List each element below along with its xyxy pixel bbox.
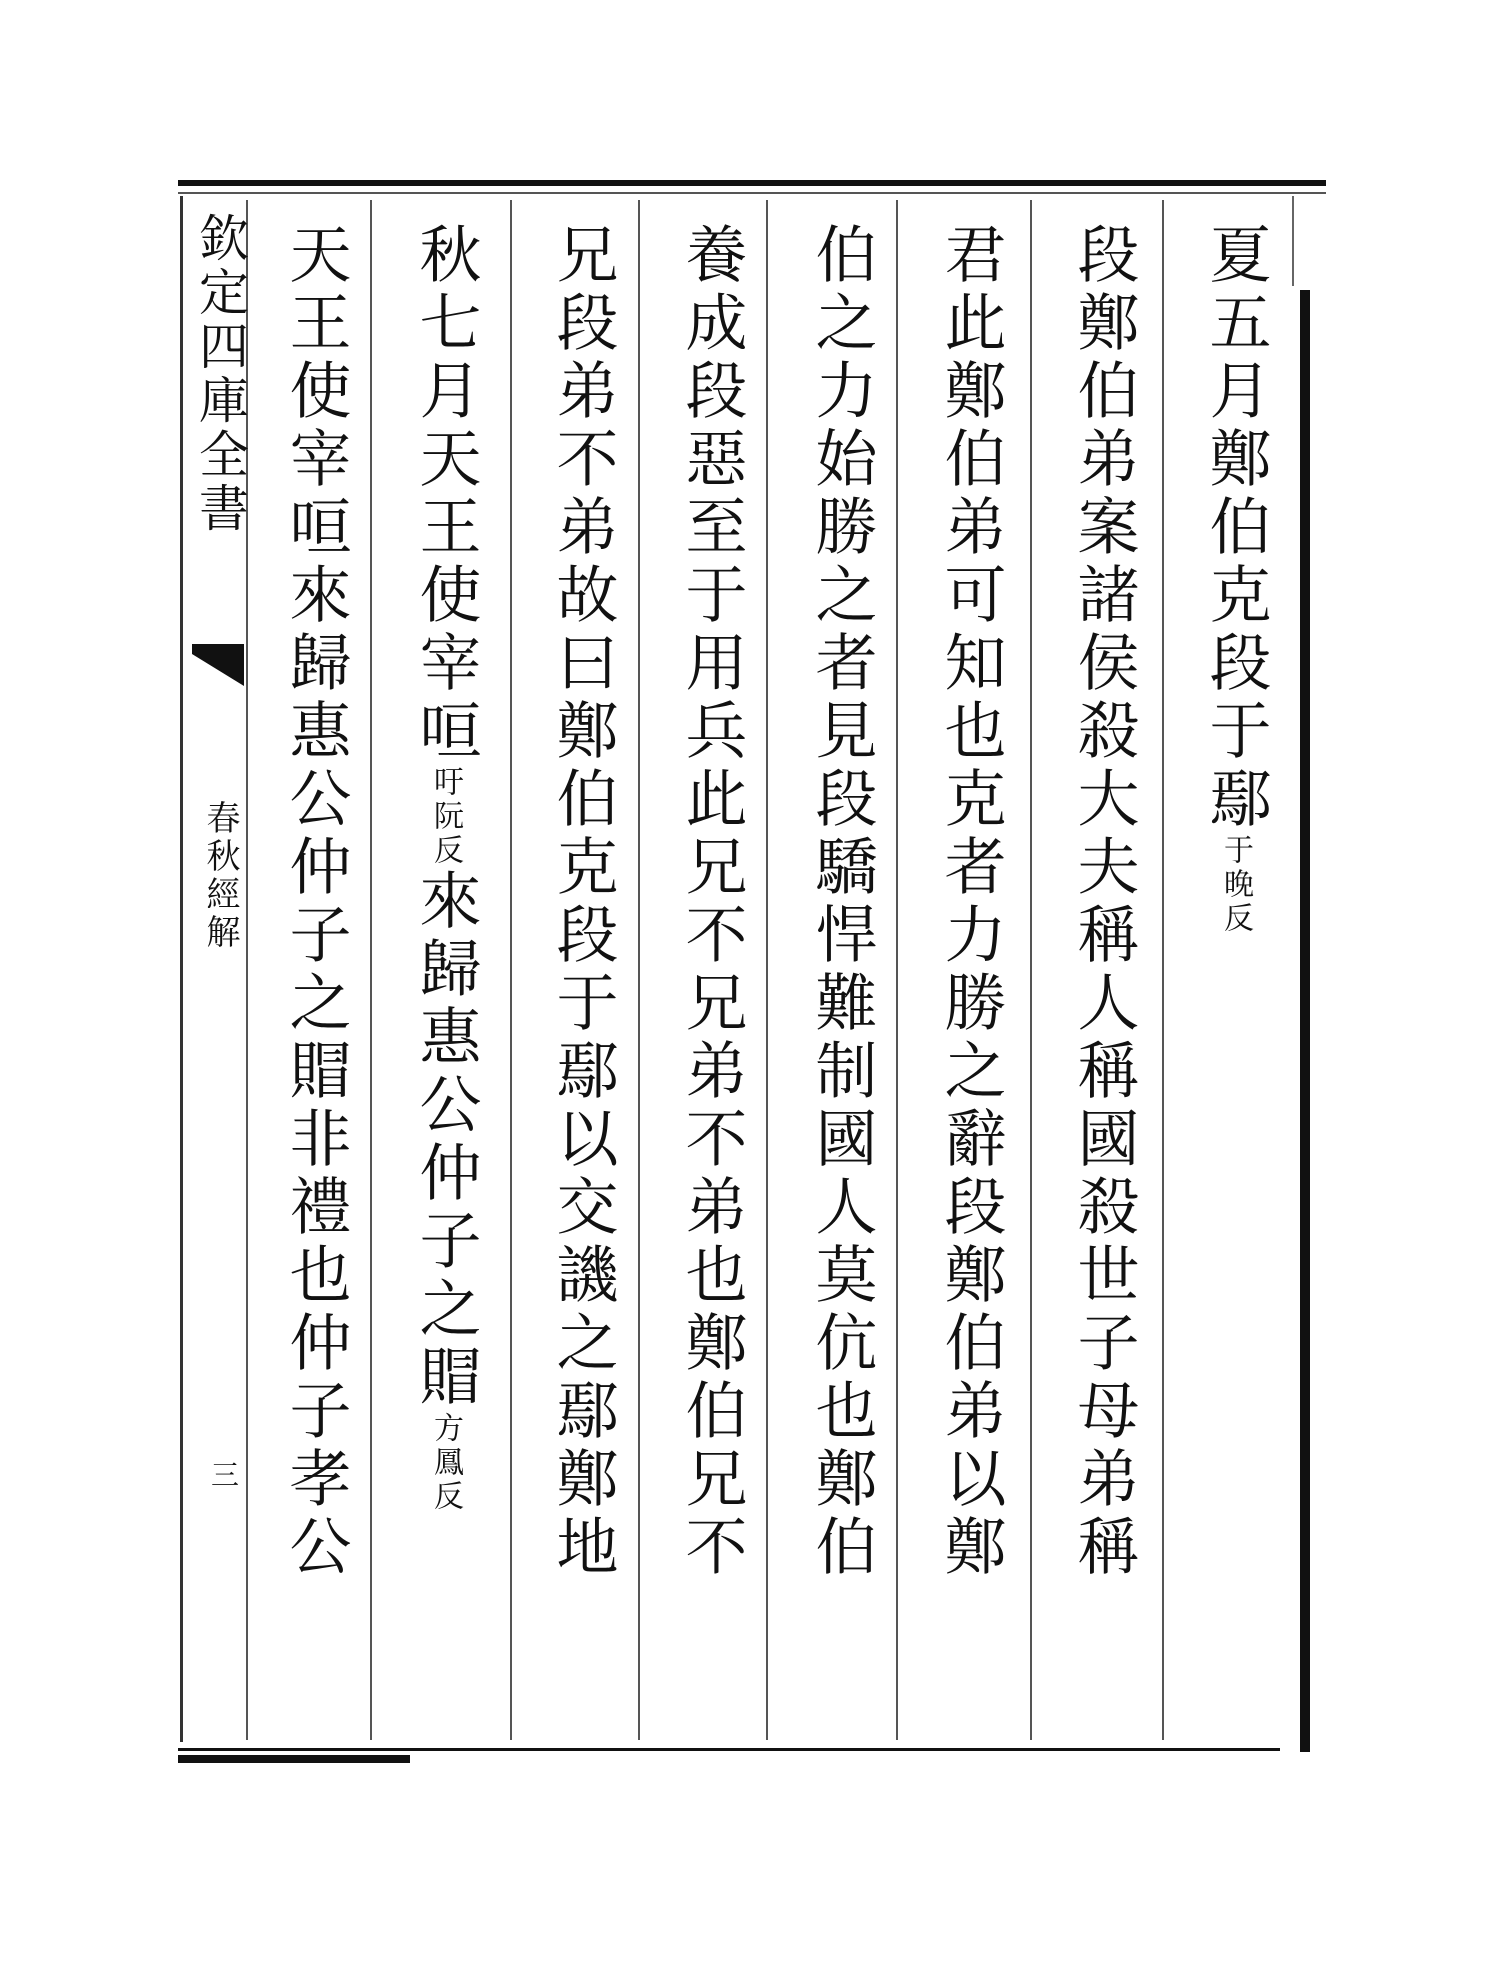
pronunciation-note: 于晚反 [1218, 834, 1253, 936]
text-column-8 [270, 222, 360, 1582]
column-text: 天王使宰咺來歸惠公仲子之賵非禮也仲子孝公 [279, 222, 352, 1582]
right-border-upper [1292, 196, 1294, 286]
column-text: 秋七月天王使宰咺 [409, 222, 482, 766]
text-column-4 [796, 222, 886, 1582]
column-text: 伯之力始勝之者見段驕悍難制國人莫伉也鄭伯 [805, 222, 878, 1582]
book-title: 欽定四庫全書 [191, 212, 249, 536]
bottom-border-thick [178, 1755, 410, 1763]
bottom-border [178, 1748, 1280, 1751]
fishtail-mark-icon [190, 640, 246, 690]
pronunciation-note: 方鳳反 [428, 1412, 463, 1514]
text-column-2 [1058, 222, 1148, 1582]
top-border [178, 180, 1326, 186]
column-divider [1030, 200, 1032, 1740]
pronunciation-note: 吁阮反 [428, 766, 463, 868]
page-number: 三 [207, 1460, 240, 1488]
column-divider [896, 200, 898, 1740]
left-border [180, 196, 183, 1742]
text-column-5 [666, 222, 756, 1582]
column-text: 兄段弟不弟故曰鄭伯克段于鄢以交譏之鄢鄭地 [546, 222, 619, 1582]
column-divider [638, 200, 640, 1740]
text-column-6 [537, 222, 627, 1582]
column-text: 養成段惡至于用兵此兄不兄弟不弟也鄭伯兄不 [675, 222, 748, 1582]
text-column-3 [925, 222, 1015, 1582]
column-divider [1162, 200, 1164, 1740]
chapter-title: 春秋經解 [200, 800, 240, 952]
top-border-inner [178, 192, 1326, 194]
text-column-1 [1190, 222, 1280, 936]
right-border [1300, 290, 1310, 1752]
column-text: 夏五月鄭伯克段于鄢 [1199, 222, 1272, 834]
column-text: 君此鄭伯弟可知也克者力勝之辭段鄭伯弟以鄭 [934, 222, 1007, 1582]
text-column-7 [400, 222, 490, 1514]
column-text-continued: 來歸惠公仲子之賵 [409, 868, 482, 1412]
column-divider [766, 200, 768, 1740]
column-text: 段鄭伯弟案諸侯殺大夫稱人稱國殺世子母弟稱 [1067, 222, 1140, 1582]
column-divider [510, 200, 512, 1740]
column-divider [370, 200, 372, 1740]
